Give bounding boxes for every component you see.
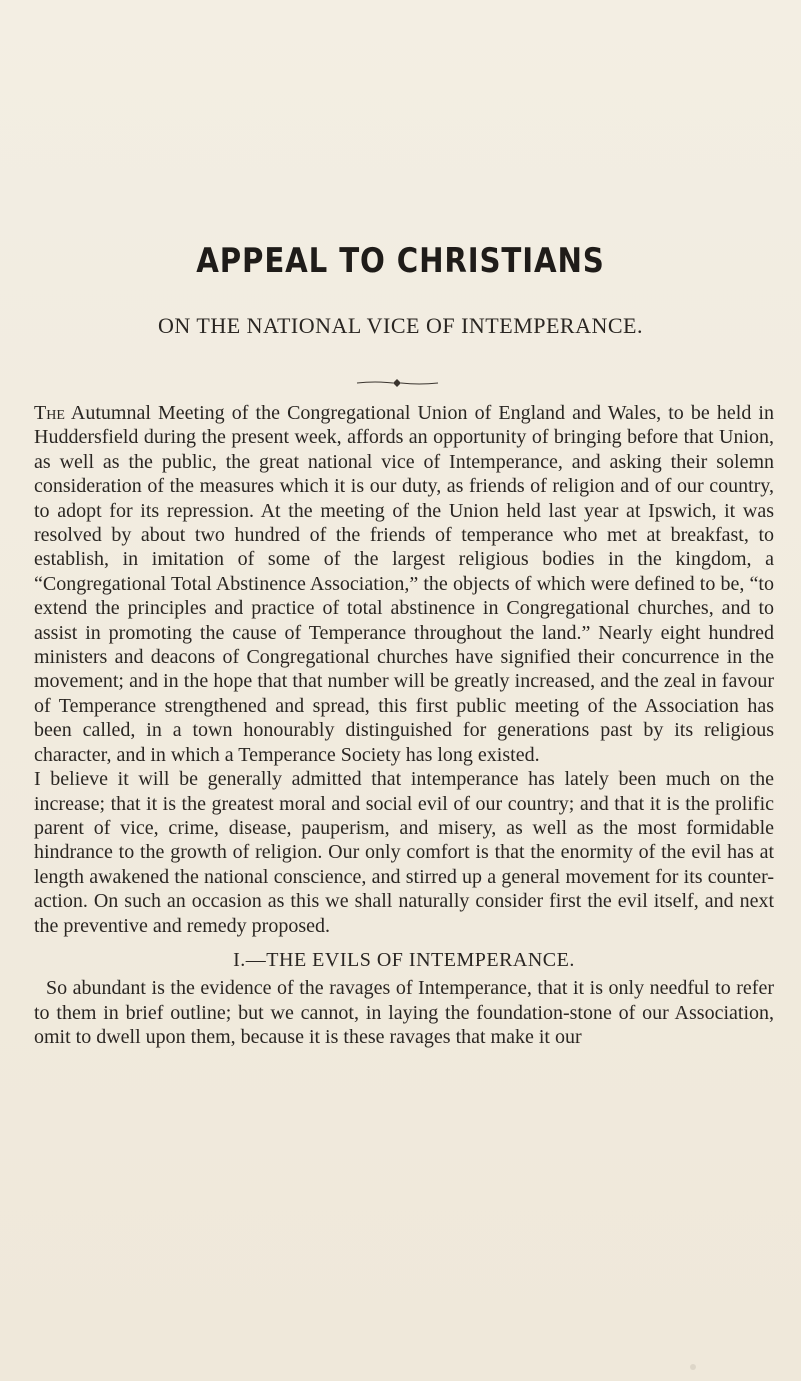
page-title: APPEAL TO CHRISTIANS	[196, 241, 605, 281]
section-paragraph: So abundant is the evidence of the ravages of Intemperance, that it is only needful to refer to them in brief outline; but we cannot, in laying the foundation-stone of our Association, omit to dwell upon them, because it is these ravages that make it our	[34, 977, 774, 1049]
intro-lead-word: The	[34, 402, 65, 424]
paper-blemish	[690, 1364, 696, 1370]
page-subtitle: ON THE NATIONAL VICE OF INTEMPERANCE.	[158, 313, 643, 338]
section-heading: I.—THE EVILS OF INTEMPERANCE.	[233, 948, 575, 971]
intro-paragraph-text: Autumnal Meeting of the Congregational Union of England and Wales, to be held in Huddersfield during the present week, affords an opportunity of bringing before that Union, as well as the public, the great national vice of Intemperance, and asking their solemn consideration of the measures which it is our duty, as friends of religion and of our country, to adopt for its repression. At the meeting of the Union held last year at Ipswich, it was resolved by about two hundred of the friends of temperance who met at breakfast, to establish, in imitation of some of the largest religious bodies in the kingdom, a “Congregational Total Abstinence Association,” the objects of which were defined to be, “to extend the principles and practice of total abstinence in Congregational churches, and to assist in promoting the cause of Temperance throughout the land.” Nearly eight hundred ministers and deacons of Congregational churches have signified their concurrence in the movement; and in the hope that that number will be greatly increased, and the zeal in favour of Temperance strengthened and spread, this first public meeting of the Association has been called, in a town honourably distinguished for generations past by its religious character, and in which a Temperance Society has long existed.	[34, 402, 774, 766]
divider-ornament-icon	[355, 378, 440, 388]
intro-paragraph	[34, 401, 774, 767]
document-body	[34, 401, 774, 1050]
second-paragraph: I believe it will be generally admitted that intemperance has lately been much on the increase; that it is the greatest moral and social evil of our country; and that it is the prolific parent of vice, crime, disease, pauperism, and misery, as well as the most formidable hindrance to the growth of religion. Our only comfort is that the enormity of the evil has at length awakened the national conscience, and stirred up a general movement for its counter-action. On such an occasion as this we shall naturally consider first the evil itself, and next the preventive and remedy proposed.	[34, 768, 774, 937]
